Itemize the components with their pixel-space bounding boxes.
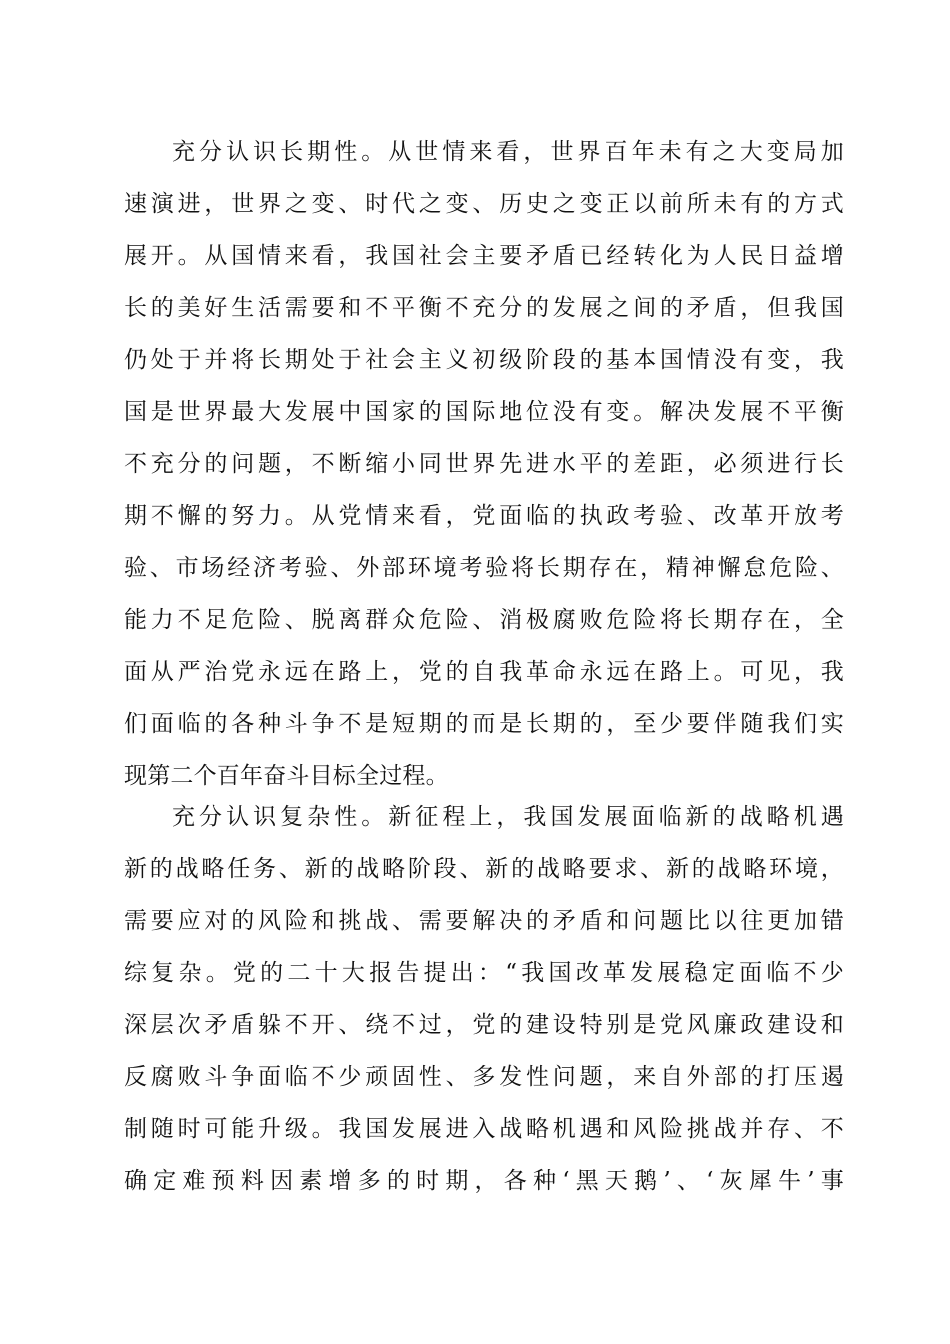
paragraph-line: 需要应对的风险和挑战、需要解决的矛盾和问题比以往更加错 [124,908,844,934]
paragraph-line: 综复杂。党的二十大报告提出：“我国改革发展稳定面临不少 [124,960,844,986]
paragraph-line: 制随时可能升级。我国发展进入战略机遇和风险挑战并存、不 [124,1116,844,1142]
paragraph-line: 验、市场经济考验、外部环境考验将长期存在，精神懈怠危险、 [124,555,844,581]
paragraph-complexity [124,791,844,1207]
paragraph-line: 反腐败斗争面临不少顽固性、多发性问题，来自外部的打压遏 [124,1064,844,1090]
paragraph-long-term [124,126,844,802]
paragraph-line: 展开。从国情来看，我国社会主要矛盾已经转化为人民日益增 [124,243,844,269]
paragraph-line: 充分认识复杂性。新征程上，我国发展面临新的战略机遇 [172,804,844,830]
paragraph-line: 现第二个百年奋斗目标全过程。 [124,763,449,789]
paragraph-line: 仍处于并将长期处于社会主义初级阶段的基本国情没有变，我 [124,347,844,373]
paragraph-line: 确定难预料因素增多的时期，各种‘黑天鹅’、‘灰犀牛’事 [124,1168,844,1194]
paragraph-line: 深层次矛盾躲不开、绕不过，党的建设特别是党风廉政建设和 [124,1012,844,1038]
paragraph-line: 们面临的各种斗争不是短期的而是长期的，至少要伴随我们实 [124,711,844,737]
paragraph-line: 充分认识长期性。从世情来看，世界百年未有之大变局加 [172,139,844,165]
paragraph-line: 期不懈的努力。从党情来看，党面临的执政考验、改革开放考 [124,503,844,529]
paragraph-line: 面从严治党永远在路上，党的自我革命永远在路上。可见，我 [124,659,844,685]
paragraph-line: 长的美好生活需要和不平衡不充分的发展之间的矛盾，但我国 [124,295,844,321]
paragraph-line: 新的战略任务、新的战略阶段、新的战略要求、新的战略环境， [124,856,844,882]
paragraph-line: 能力不足危险、脱离群众危险、消极腐败危险将长期存在，全 [124,607,844,633]
paragraph-line: 速演进，世界之变、时代之变、历史之变正以前所未有的方式 [124,191,844,217]
paragraph-line: 不充分的问题，不断缩小同世界先进水平的差距，必须进行长 [124,451,844,477]
paragraph-line: 国是世界最大发展中国家的国际地位没有变。解决发展不平衡 [124,399,844,425]
